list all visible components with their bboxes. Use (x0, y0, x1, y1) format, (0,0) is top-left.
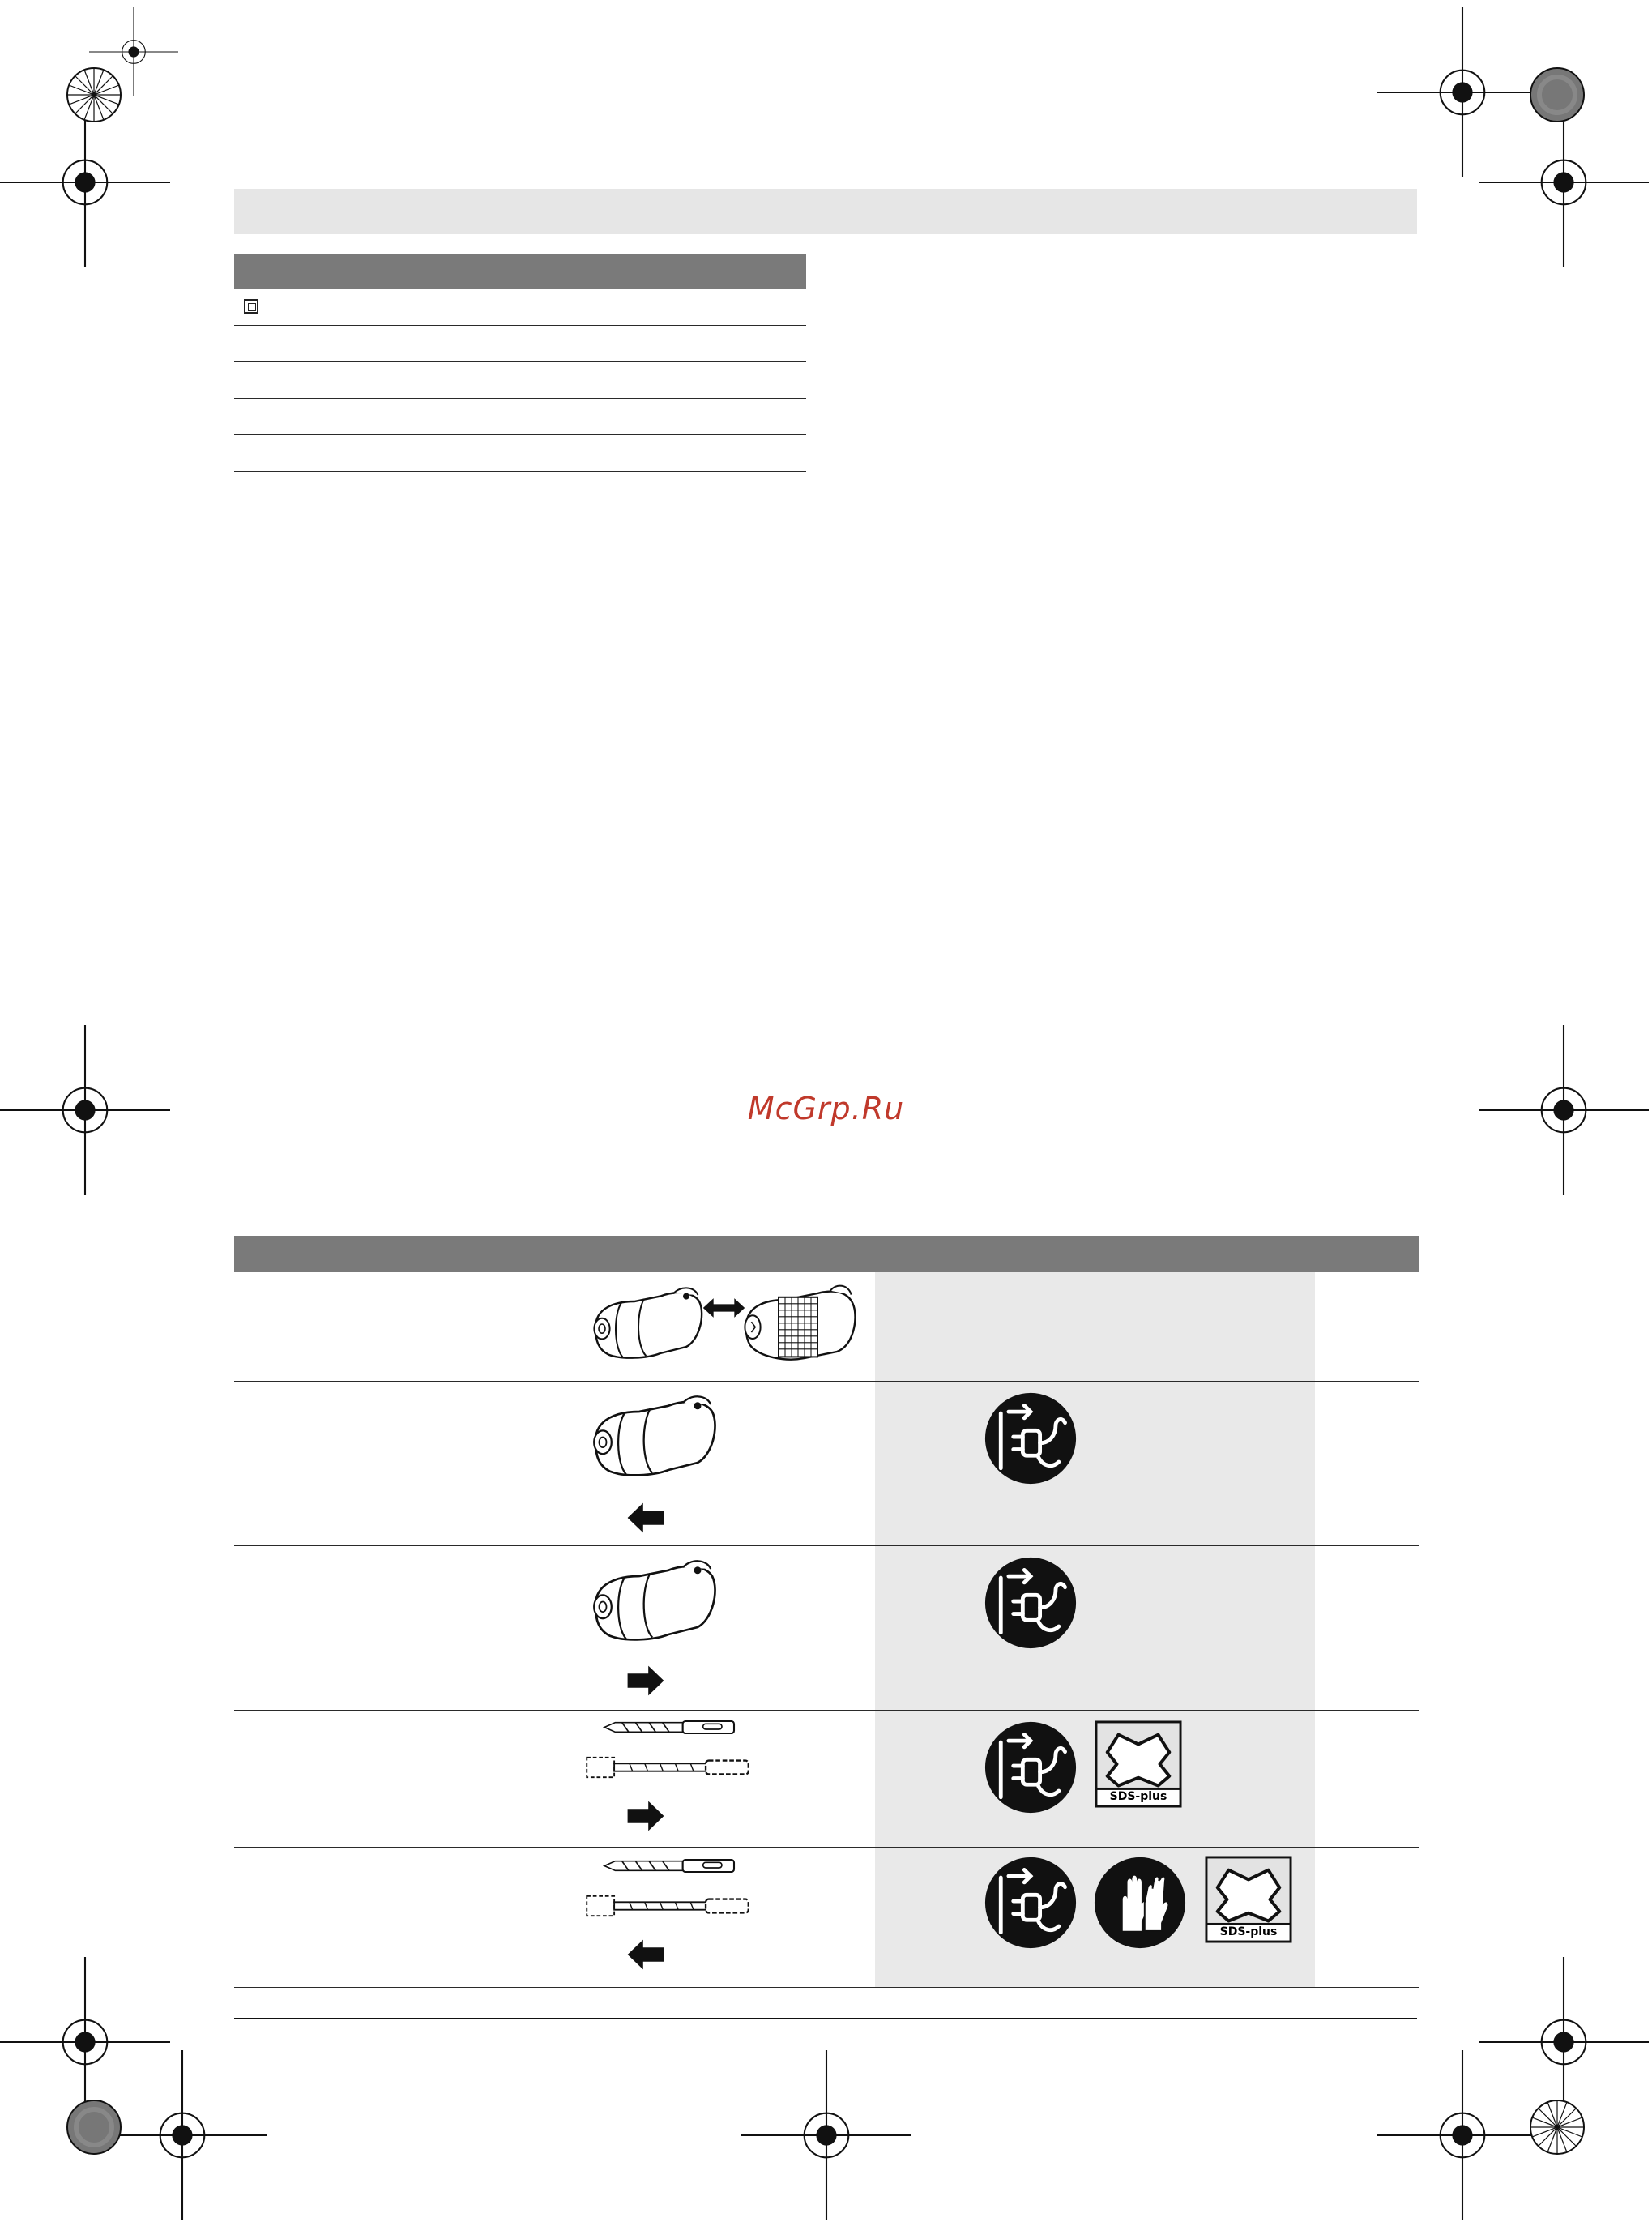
crop-mark-bottom-left-inner (97, 2050, 267, 2220)
table-row (234, 1848, 1419, 1988)
arrow-right-icon (626, 1800, 665, 1832)
symbol-column (875, 1272, 1315, 1381)
arrow-right-icon (626, 1664, 665, 1697)
sds-plus-label: SDS-plus (1219, 1925, 1278, 1938)
spec-table-row (234, 289, 806, 326)
watermark: McGrp.Ru (747, 1091, 905, 1126)
star-wheel-bottom-right (1529, 2099, 1586, 2156)
drill-bit-icon (600, 1856, 738, 1876)
chisel-bit-icon (583, 1754, 753, 1780)
spec-table-row (234, 362, 806, 399)
symbol-column (875, 1382, 1315, 1545)
sds-plus-icon (1095, 1720, 1182, 1808)
operation-table-header (234, 1236, 1419, 1272)
arrow-left-icon (626, 1502, 665, 1534)
chisel-bit-icon (583, 1893, 753, 1919)
table-row (234, 1546, 1419, 1711)
spec-table-row (234, 435, 806, 472)
arrow-left-icon (626, 1938, 665, 1971)
footer-rule (234, 2018, 1417, 2019)
sds-plus-label: SDS-plus (1109, 1790, 1167, 1803)
unplug-icon (984, 1556, 1078, 1650)
crop-mark-bottom-right-inner (1377, 2050, 1547, 2220)
unplug-icon (984, 1391, 1078, 1485)
keyless-chuck-icon (733, 1277, 863, 1374)
grey-dot-top-right (1529, 66, 1586, 123)
chuck-icon (581, 1390, 727, 1492)
header-strip (234, 189, 1417, 234)
gloves-icon (1093, 1856, 1187, 1950)
star-wheel-top-left (66, 66, 122, 123)
unplug-icon (984, 1856, 1078, 1950)
spec-table-header (234, 254, 806, 289)
grey-dot-bottom-left (66, 2099, 122, 2156)
unplug-icon (984, 1720, 1078, 1814)
symbol-column (875, 1546, 1315, 1710)
spec-table-row (234, 399, 806, 435)
crop-mark-bottom-center (741, 2050, 911, 2220)
chuck-icon (581, 1554, 727, 1656)
table-row (234, 1272, 1419, 1382)
drill-bit-icon (600, 1717, 738, 1737)
spec-table-row (234, 326, 806, 362)
operation-table (234, 1236, 1419, 1988)
table-row (234, 1382, 1419, 1546)
spec-table (234, 254, 806, 472)
chuck-icon (583, 1282, 712, 1373)
table-row (234, 1711, 1419, 1848)
sds-plus-icon (1205, 1856, 1292, 1943)
checkbox-icon (244, 299, 258, 314)
